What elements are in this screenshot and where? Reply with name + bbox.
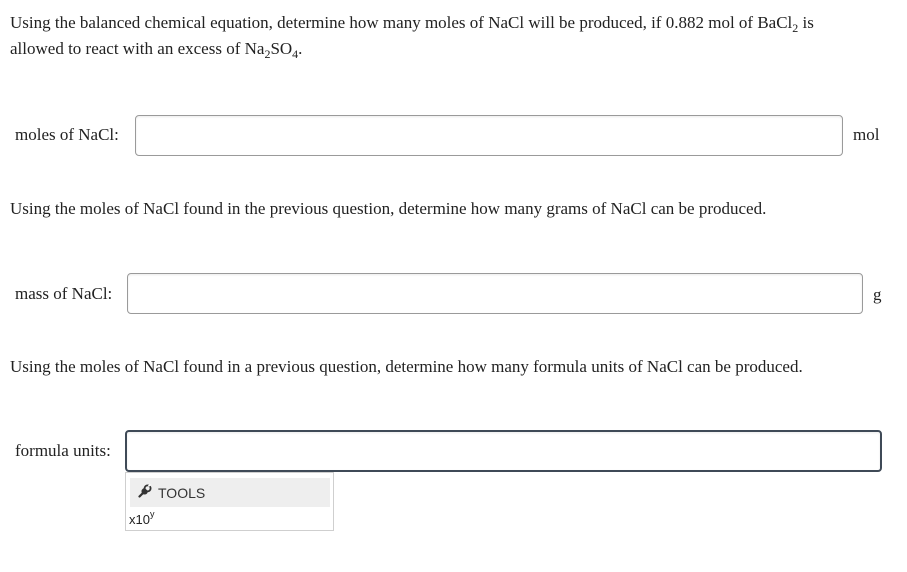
gram-unit-label: g — [873, 285, 882, 304]
formula-units-input[interactable] — [125, 430, 882, 472]
moles-nacl-label: moles of NaCl: — [15, 125, 119, 144]
formula-part: SO — [270, 39, 293, 58]
sci-base: x10 — [129, 512, 150, 527]
scientific-notation-button[interactable] — [129, 509, 154, 527]
tools-panel — [125, 472, 334, 531]
formula-units-label: formula units: — [15, 441, 111, 460]
question-1-line-2: allowed to react with an excess of Na — [10, 39, 265, 58]
question-1-text — [10, 10, 814, 62]
question-1-line-1-end: is — [798, 13, 814, 32]
question-2-text: Using the moles of NaCl found in the previous question, determine how many grams of NaCl can be produced. — [10, 199, 767, 218]
question-3-text: Using the moles of NaCl found in a previous question, determine how many formula units of NaCl can be produced. — [10, 357, 803, 376]
moles-nacl-input[interactable] — [135, 115, 843, 156]
tools-button[interactable] — [130, 478, 330, 507]
tools-label: TOOLS — [158, 484, 206, 501]
wrench-icon — [138, 484, 152, 501]
punctuation: . — [298, 39, 303, 58]
subscript: 2 — [792, 21, 799, 35]
mass-nacl-label: mass of NaCl: — [15, 284, 113, 303]
sci-exponent: y — [149, 509, 155, 519]
mass-nacl-input[interactable] — [127, 273, 863, 314]
subscript: 2 — [264, 47, 271, 61]
question-1-line-1: Using the balanced chemical equation, determine how many moles of NaCl will be produced, if 0.882 mol of BaCl — [10, 13, 793, 32]
mol-unit-label: mol — [853, 125, 880, 144]
subscript: 4 — [292, 47, 299, 61]
